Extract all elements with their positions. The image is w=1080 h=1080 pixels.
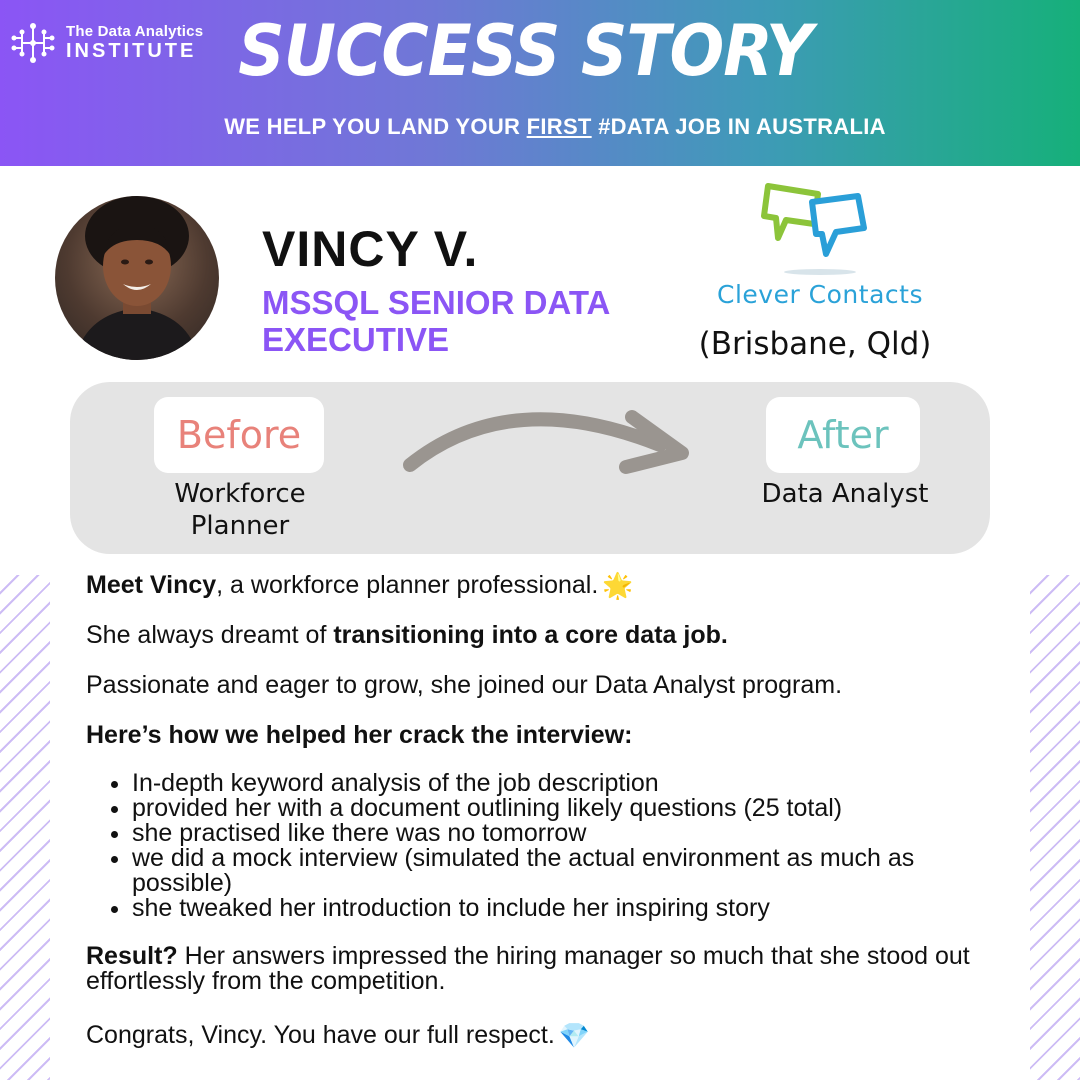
right-stripe-decoration [1030,575,1080,1080]
avatar [55,196,219,360]
intro-paragraph [86,570,633,601]
brand-name-line2: INSTITUTE [66,40,197,63]
intro-rest: , a workforce planner professional. [216,571,599,599]
page-title: SUCCESS STORY [238,10,812,92]
tagline [0,114,1080,140]
result-rest: Her answers impressed the hiring manager so much that she stood out effortlessly from the competition. [86,942,970,995]
after-badge: After [766,397,920,473]
brand-name-line1: The Data Analytics [66,22,204,40]
before-badge: Before [154,397,324,473]
company-name: Clever Contacts [717,280,923,309]
person-role: MSSQL SENIOR DATA EXECUTIVE [262,284,610,358]
after-role: Data Analyst [761,479,929,509]
result-bold: Result? [86,942,178,970]
how-we-helped-bold: Here’s how we helped her crack the interview: [86,721,633,749]
congrats-paragraph [86,1020,590,1051]
left-stripe-decoration [0,575,50,1080]
curved-arrow-icon [400,395,700,485]
list-item: • In-depth keyword analysis of the job description [132,771,1016,796]
congrats-text: Congrats, Vincy. You have our full respect. [86,1021,555,1049]
company-location: (Brisbane, Qld) [698,326,932,362]
list-item: • provided her with a document outlining likely questions (25 total) [132,796,1016,821]
dream-pre: She always dreamt of [86,621,334,649]
dream-paragraph [86,620,728,650]
speech-bubbles-logo-icon [760,180,870,276]
before-role: Workforce Planner [174,479,306,541]
tagline-pre: WE HELP YOU LAND YOUR [224,114,527,139]
list-item: • she tweaked her introduction to include her inspiring story [132,896,1016,921]
tagline-post: #DATA JOB IN AUSTRALIA [591,114,886,139]
list-item: • we did a mock interview (simulated the actual environment as much as possible) [132,846,1016,896]
program-paragraph: Passionate and eager to grow, she joined our Data Analyst program. [86,671,843,699]
person-name: VINCY V. [262,221,479,277]
intro-bold: Meet Vincy [86,571,217,599]
list-item: • she practised like there was no tomorrow [132,821,1016,846]
star-icon: 🌟 [602,572,634,601]
how-we-helped-heading [86,720,632,750]
tagline-underlined: FIRST [526,114,592,139]
dream-bold: transitioning into a core data job. [333,621,728,649]
diamond-icon: 💎 [558,1022,590,1051]
help-list [106,771,1016,921]
header-banner [0,0,1080,166]
result-paragraph [86,944,1016,994]
avatar-photo [55,196,219,360]
